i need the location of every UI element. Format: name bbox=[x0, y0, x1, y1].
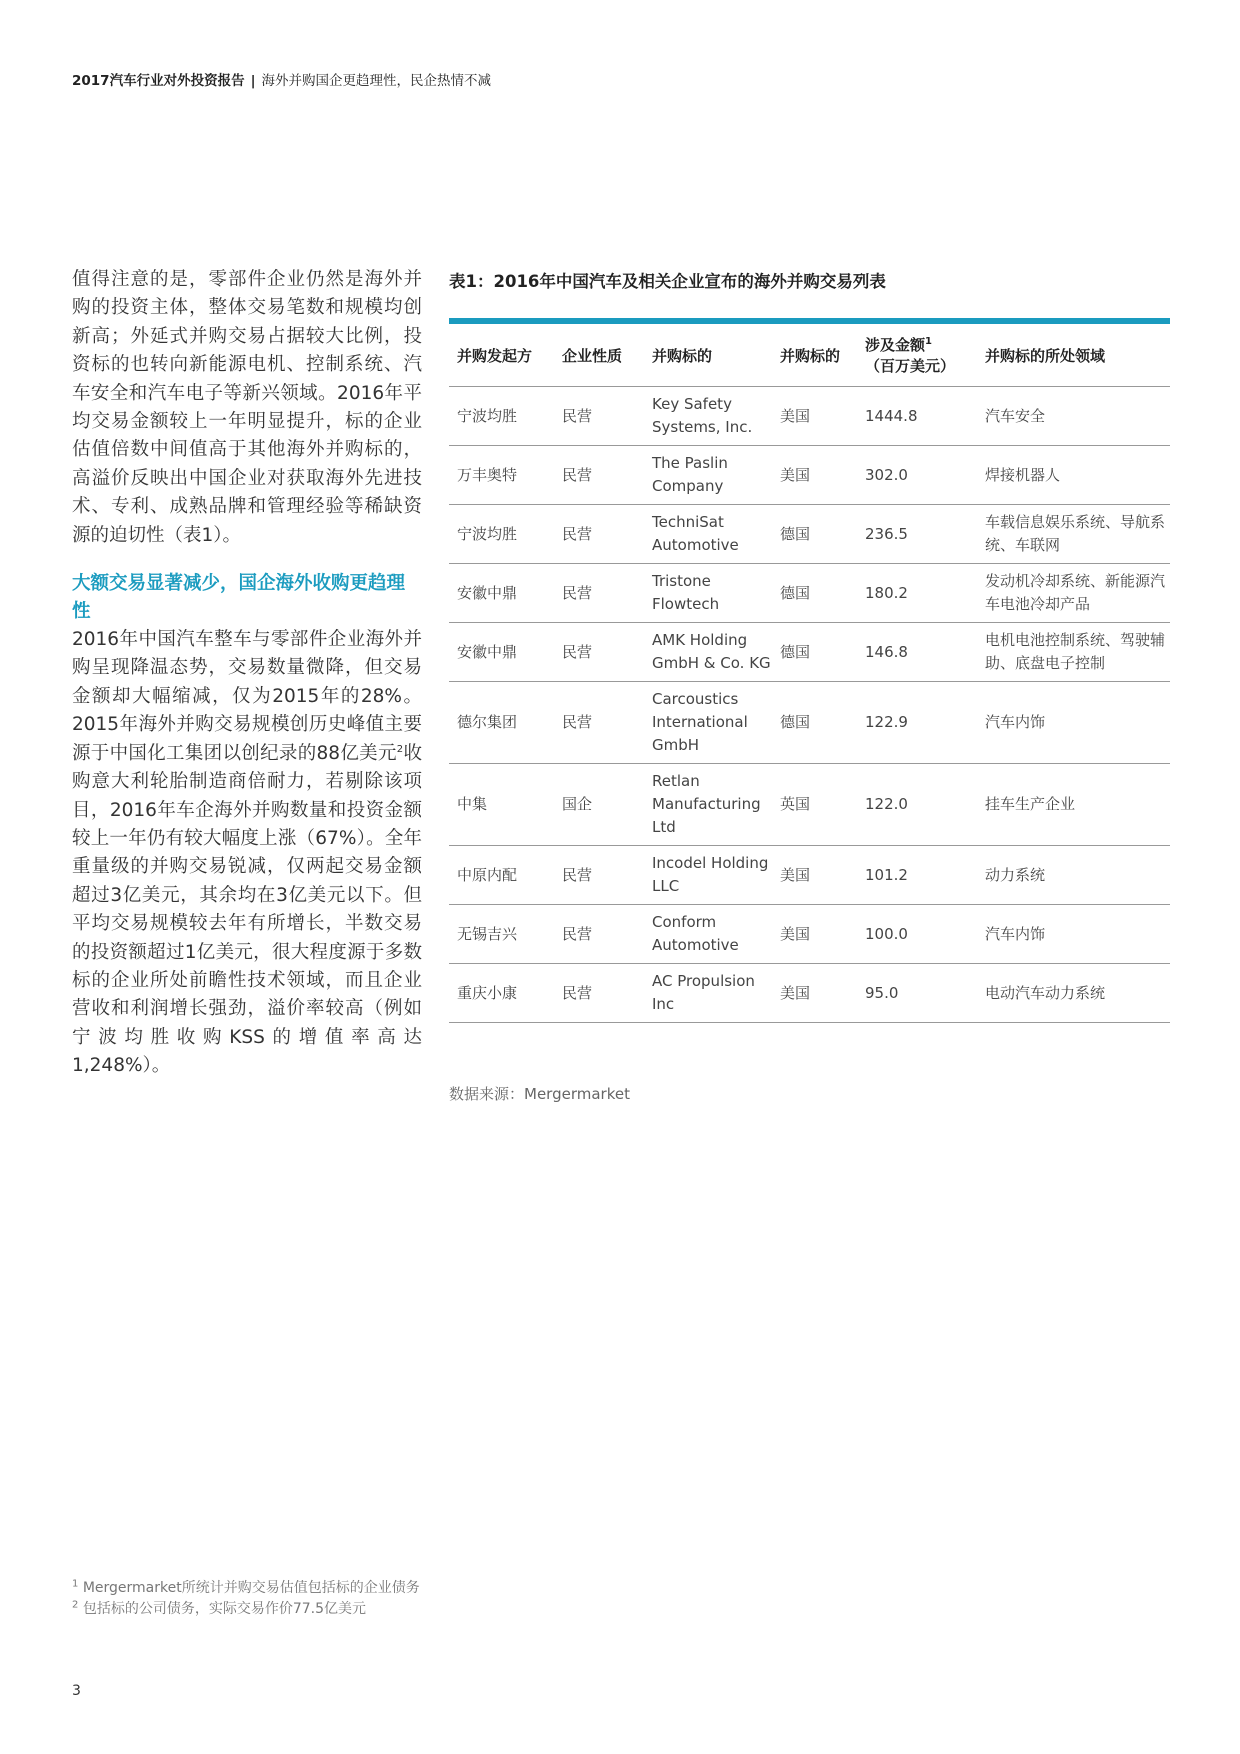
report-title: 2017汽车行业对外投资报告 bbox=[72, 73, 245, 89]
cell-nature: 民营 bbox=[554, 964, 644, 1023]
cell-nature: 民营 bbox=[554, 905, 644, 964]
intro-paragraph: 值得注意的是，零部件企业仍然是海外并购的投资主体，整体交易笔数和规模均创新高；外延式并购交易占据较大比例，投资标的也转向新能源电机、控制系统、汽车安全和汽车电子等新兴领域。2016年平均交易金额较上一年明显提升，标的企业估值倍数中间值高于其他海外并购标的，高溢价反映出中国企业对获取海外先进技术、专利、成熟品牌和管理经验等稀缺资源的迫切性（表1）。 bbox=[72, 269, 422, 546]
header-amount-line1: 涉及金额 bbox=[865, 336, 926, 354]
cell-amount: 146.8 bbox=[857, 623, 977, 682]
cell-acquirer: 宁波均胜 bbox=[449, 505, 554, 564]
cell-field: 汽车内饰 bbox=[977, 682, 1170, 764]
footnote-1-mark: 1 bbox=[72, 1578, 79, 1590]
cell-amount: 95.0 bbox=[857, 964, 977, 1023]
footnote-2-text: 包括标的公司债务，实际交易作价77.5亿美元 bbox=[82, 1601, 366, 1617]
cell-amount: 122.0 bbox=[857, 764, 977, 846]
report-subtitle: 海外并购国企更趋理性，民企热情不减 bbox=[261, 73, 492, 89]
table-row bbox=[449, 623, 1170, 682]
cell-acquirer: 德尔集团 bbox=[449, 682, 554, 764]
table-row bbox=[449, 905, 1170, 964]
deals-table bbox=[449, 324, 1170, 1023]
cell-target: Incodel Holding LLC bbox=[644, 846, 772, 905]
header-acquirer: 并购发起方 bbox=[449, 324, 554, 387]
cell-amount: 100.0 bbox=[857, 905, 977, 964]
cell-target: Retlan Manufacturing Ltd bbox=[644, 764, 772, 846]
cell-field: 动力系统 bbox=[977, 846, 1170, 905]
cell-target: Key Safety Systems, Inc. bbox=[644, 387, 772, 446]
header-separator: | bbox=[250, 73, 256, 89]
header-country: 并购标的 bbox=[772, 324, 857, 387]
cell-acquirer: 宁波均胜 bbox=[449, 387, 554, 446]
cell-target: Carcoustics International GmbH bbox=[644, 682, 772, 764]
cell-amount: 122.9 bbox=[857, 682, 977, 764]
cell-field: 汽车安全 bbox=[977, 387, 1170, 446]
table-row bbox=[449, 505, 1170, 564]
cell-amount: 101.2 bbox=[857, 846, 977, 905]
table-row bbox=[449, 846, 1170, 905]
footnote-ref-1: 1 bbox=[925, 336, 932, 347]
cell-country: 美国 bbox=[772, 964, 857, 1023]
cell-amount: 236.5 bbox=[857, 505, 977, 564]
cell-nature: 民营 bbox=[554, 387, 644, 446]
cell-country: 德国 bbox=[772, 564, 857, 623]
cell-target: TechniSat Automotive bbox=[644, 505, 772, 564]
analysis-text-part1: 2016年中国汽车整车与零部件企业海外并购呈现降温态势，交易数量微降，但交易金额却大幅缩减，仅为2015年的28%。2015年海外并购交易规模创历史峰值主要源于中国化工集团以创纪录的88亿美元 bbox=[72, 629, 422, 764]
cell-country: 美国 bbox=[772, 846, 857, 905]
table-title: 表1：2016年中国汽车及相关企业宣布的海外并购交易列表 bbox=[449, 272, 886, 291]
cell-nature: 民营 bbox=[554, 682, 644, 764]
cell-field: 发动机冷却系统、新能源汽车电池冷却产品 bbox=[977, 564, 1170, 623]
cell-field: 挂车生产企业 bbox=[977, 764, 1170, 846]
footnotes bbox=[72, 1578, 420, 1620]
data-source: 数据来源：Mergermarket bbox=[449, 1085, 630, 1103]
footnote-1-text: Mergermarket所统计并购交易估值包括标的企业债务 bbox=[82, 1580, 420, 1596]
cell-field: 焊接机器人 bbox=[977, 446, 1170, 505]
cell-acquirer: 中集 bbox=[449, 764, 554, 846]
left-column bbox=[72, 266, 422, 1081]
cell-nature: 民营 bbox=[554, 564, 644, 623]
header-nature: 企业性质 bbox=[554, 324, 644, 387]
cell-field: 汽车内饰 bbox=[977, 905, 1170, 964]
page-number: 3 bbox=[72, 1683, 81, 1699]
cell-field: 车载信息娱乐系统、导航系统、车联网 bbox=[977, 505, 1170, 564]
page-header bbox=[72, 69, 491, 89]
table-row bbox=[449, 964, 1170, 1023]
cell-amount: 1444.8 bbox=[857, 387, 977, 446]
cell-nature: 民营 bbox=[554, 505, 644, 564]
cell-nature: 民营 bbox=[554, 446, 644, 505]
deals-table-container bbox=[449, 318, 1170, 1023]
cell-amount: 302.0 bbox=[857, 446, 977, 505]
table-row bbox=[449, 564, 1170, 623]
cell-acquirer: 重庆小康 bbox=[449, 964, 554, 1023]
cell-country: 德国 bbox=[772, 623, 857, 682]
cell-field: 电机电池控制系统、驾驶辅助、底盘电子控制 bbox=[977, 623, 1170, 682]
analysis-paragraph bbox=[72, 626, 422, 1081]
cell-nature: 民营 bbox=[554, 623, 644, 682]
cell-nature: 民营 bbox=[554, 846, 644, 905]
table-row bbox=[449, 682, 1170, 764]
cell-country: 美国 bbox=[772, 905, 857, 964]
header-amount-line2: （百万美元） bbox=[865, 357, 956, 375]
cell-country: 美国 bbox=[772, 387, 857, 446]
table-row bbox=[449, 446, 1170, 505]
cell-country: 德国 bbox=[772, 505, 857, 564]
cell-country: 美国 bbox=[772, 446, 857, 505]
table-body bbox=[449, 387, 1170, 1023]
footnote-ref-2: 2 bbox=[396, 743, 404, 755]
cell-target: Tristone Flowtech bbox=[644, 564, 772, 623]
analysis-text-part2: 收购意大利轮胎制造商倍耐力，若剔除该项目，2016年车企海外并购数量和投资金额较上一年仍有较大幅度上涨（67%）。全年重量级的并购交易锐减，仅两起交易金额超过3亿美元，其余均在3亿美元以下。但平均交易规模较去年有所增长，半数交易的投资额超过1亿美元，很大程度源于多数标的企业所处前瞻性技术领域，而且企业营收和利润增长强劲，溢价率较高（例如宁波均胜收购KSS的增值率高达1,248%）。 bbox=[72, 742, 422, 1077]
header-amount bbox=[857, 324, 977, 387]
cell-target: AC Propulsion Inc bbox=[644, 964, 772, 1023]
section-title: 大额交易显著减少，国企海外收购更趋理性 bbox=[72, 573, 406, 623]
cell-acquirer: 中原内配 bbox=[449, 846, 554, 905]
table-row bbox=[449, 764, 1170, 846]
header-target: 并购标的 bbox=[644, 324, 772, 387]
cell-acquirer: 安徽中鼎 bbox=[449, 623, 554, 682]
footnote-2 bbox=[72, 1599, 420, 1620]
cell-target: Conform Automotive bbox=[644, 905, 772, 964]
cell-nature: 国企 bbox=[554, 764, 644, 846]
cell-acquirer: 无锡吉兴 bbox=[449, 905, 554, 964]
footnote-2-mark: 2 bbox=[72, 1599, 79, 1611]
cell-amount: 180.2 bbox=[857, 564, 977, 623]
table-header-row bbox=[449, 324, 1170, 387]
header-field: 并购标的所处领域 bbox=[977, 324, 1170, 387]
cell-target: The Paslin Company bbox=[644, 446, 772, 505]
table-row bbox=[449, 387, 1170, 446]
cell-country: 德国 bbox=[772, 682, 857, 764]
footnote-1 bbox=[72, 1578, 420, 1599]
cell-country: 英国 bbox=[772, 764, 857, 846]
cell-field: 电动汽车动力系统 bbox=[977, 964, 1170, 1023]
cell-acquirer: 安徽中鼎 bbox=[449, 564, 554, 623]
cell-acquirer: 万丰奥特 bbox=[449, 446, 554, 505]
cell-target: AMK Holding GmbH & Co. KG bbox=[644, 623, 772, 682]
